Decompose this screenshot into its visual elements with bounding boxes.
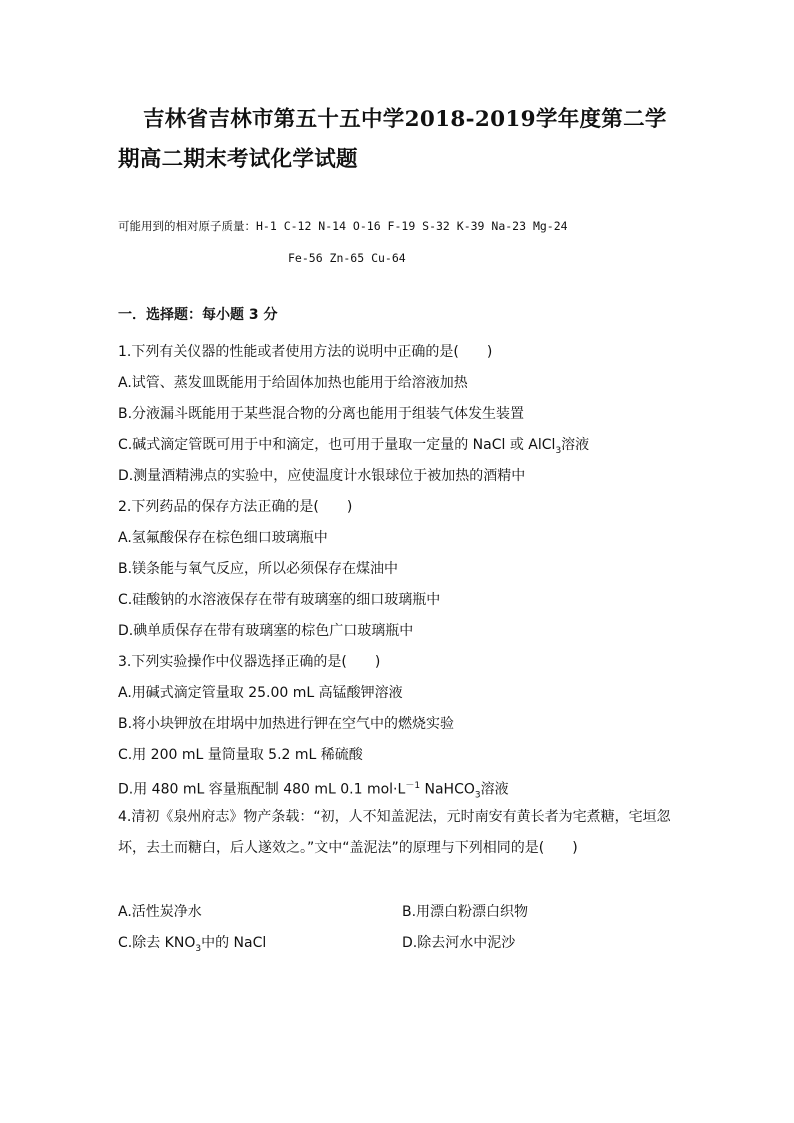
question-4-option-b: B.用漂白粉漂白织物 [402,904,529,920]
question-3-option-c: C.用 200 mL 量筒量取 5.2 mL 稀硫酸 [118,747,363,763]
atomic-masses-line-2: Fe-56 Zn-65 Cu-64 [288,251,406,265]
question-4-stem: 4.清初《泉州府志》物产条载：“初，人不知盖泥法，元时南安有黄长者为宅煮糖，宅垣忽坏，去土而糖白，后人遂效之。”文中“盖泥法”的原理与下列相同的是( ) [118,809,671,856]
exam-title: 吉林省吉林市第五十五中学2018-2019学年度第二学期高二期末考试化学试题 [118,107,667,172]
atomic-masses [118,216,568,265]
question-3-stem: 3.下列实验操作中仪器选择正确的是( ) [118,654,381,670]
question-2-option-d: D.碘单质保存在带有玻璃塞的棕色广口玻璃瓶中 [118,623,414,639]
question-2-stem: 2.下列药品的保存方法正确的是( ) [118,499,353,515]
question-1-option-c: C.碱式滴定管既可用于中和滴定，也可用于量取一定量的 NaCl 或 AlCl$_3$溶液 [118,437,590,456]
atomic-masses-label: 可能用到的相对原子质量： [118,219,256,233]
question-2-option-a: A.氢氟酸保存在棕色细口玻璃瓶中 [118,530,328,546]
question-1-option-a: A.试管、蒸发皿既能用于给固体加热也能用于给溶液加热 [118,375,468,391]
atomic-masses-line-1: H-1 C-12 N-14 O-16 F-19 S-32 K-39 Na-23 Mg-24 [256,219,568,233]
section-title: 一．选择题：每小题 3 分 [118,307,278,323]
question-1-option-b: B.分液漏斗既能用于某些混合物的分离也能用于组装气体发生装置 [118,406,525,422]
question-3-option-b: B.将小块钾放在坩埚中加热进行钾在空气中的燃烧实验 [118,716,455,732]
question-1-stem: 1.下列有关仪器的性能或者使用方法的说明中正确的是( ) [118,344,493,360]
question-4-option-c: C.除去 $KNO_3$中的 NaCl [118,935,267,954]
question-1-option-d: D.测量酒精沸点的实验中，应使温度计水银球位于被加热的酒精中 [118,468,526,484]
question-2-option-b: B.镁条能与氧气反应，所以必须保存在煤油中 [118,561,399,577]
question-2-option-c: C.硅酸钠的水溶液保存在带有玻璃塞的细口玻璃瓶中 [118,592,441,608]
question-3-option-a: A.用碱式滴定管量取 25.00 mL 高锰酸钾溶液 [118,685,403,701]
question-4-option-d: D.除去河水中泥沙 [402,935,516,951]
question-4-option-a: A.活性炭净水 [118,904,202,920]
question-3-option-d: D.用 480 mL 容量瓶配制 480 mL 0.1 $mol\cdot L^{-1}$ NaHCO$_3$溶液 [118,781,509,801]
